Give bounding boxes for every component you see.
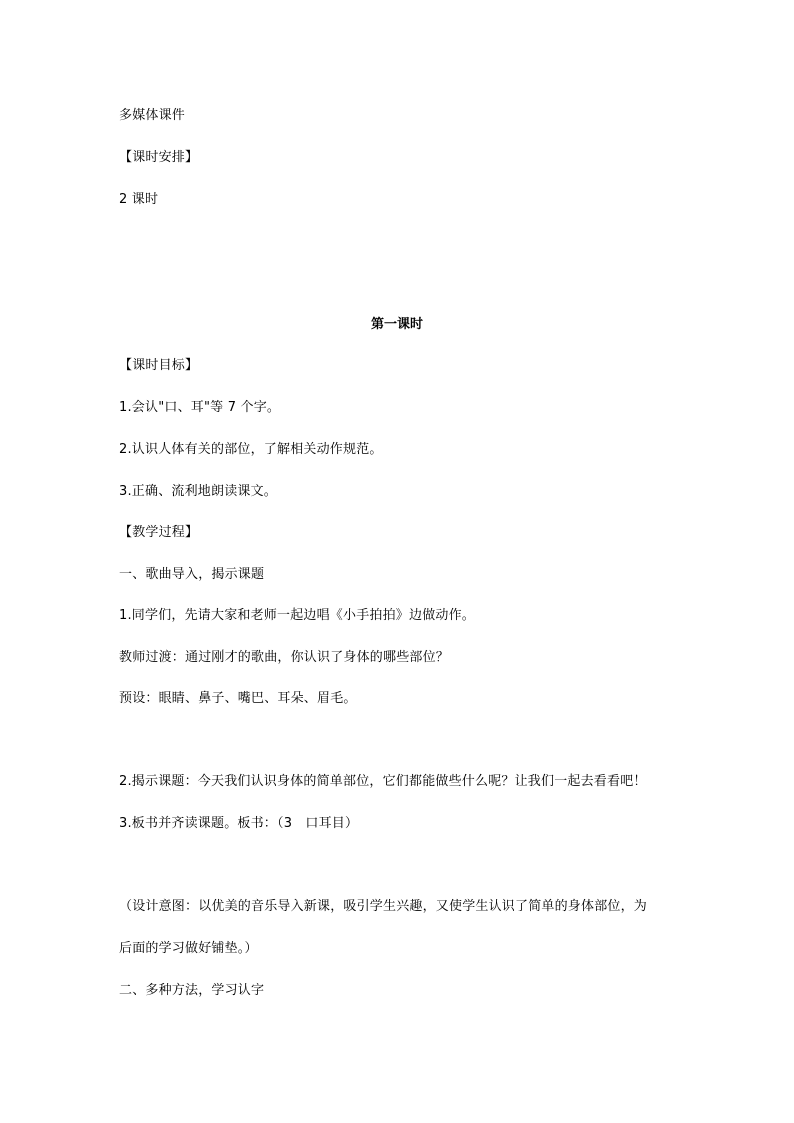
design-intent: （设计意图：以优美的音乐导入新课，吸引学生兴趣，又使学生认识了简单的身体部位，为 xyxy=(119,899,648,914)
section-title: 一、歌曲导入，揭示课题 xyxy=(119,567,265,582)
step-text: 3.板书并齐读课题。板书：（3 口耳目） xyxy=(119,816,359,831)
design-intent: 后面的学习做好铺垫。） xyxy=(119,941,258,956)
step-text: 1.同学们，先请大家和老师一起边唱《小手拍拍》边做动作。 xyxy=(119,608,476,623)
schedule-heading: 【课时安排】 xyxy=(119,150,199,165)
goal-item: 3.正确、流利地朗读课文。 xyxy=(119,484,278,499)
teacher-transition: 教师过渡：通过刚才的歌曲，你认识了身体的哪些部位？ xyxy=(119,650,450,665)
schedule-value: 2 课时 xyxy=(119,192,159,207)
goal-item: 2.认识人体有关的部位，了解相关动作规范。 xyxy=(119,442,383,457)
lesson-title: 第一课时 xyxy=(370,317,423,332)
step-text: 2.揭示课题：今天我们认识身体的简单部位，它们都能做些什么呢？让我们一起去看看吧！ xyxy=(119,774,647,789)
goal-item: 1.会认"口、耳"等 7 个字。 xyxy=(119,400,281,415)
process-heading: 【教学过程】 xyxy=(119,525,199,540)
goals-heading: 【课时目标】 xyxy=(119,358,199,373)
materials-text: 多媒体课件 xyxy=(119,108,186,123)
preset-answer: 预设：眼睛、鼻子、嘴巴、耳朵、眉毛。 xyxy=(119,691,357,706)
section-title: 二、多种方法，学习认字 xyxy=(119,983,265,998)
